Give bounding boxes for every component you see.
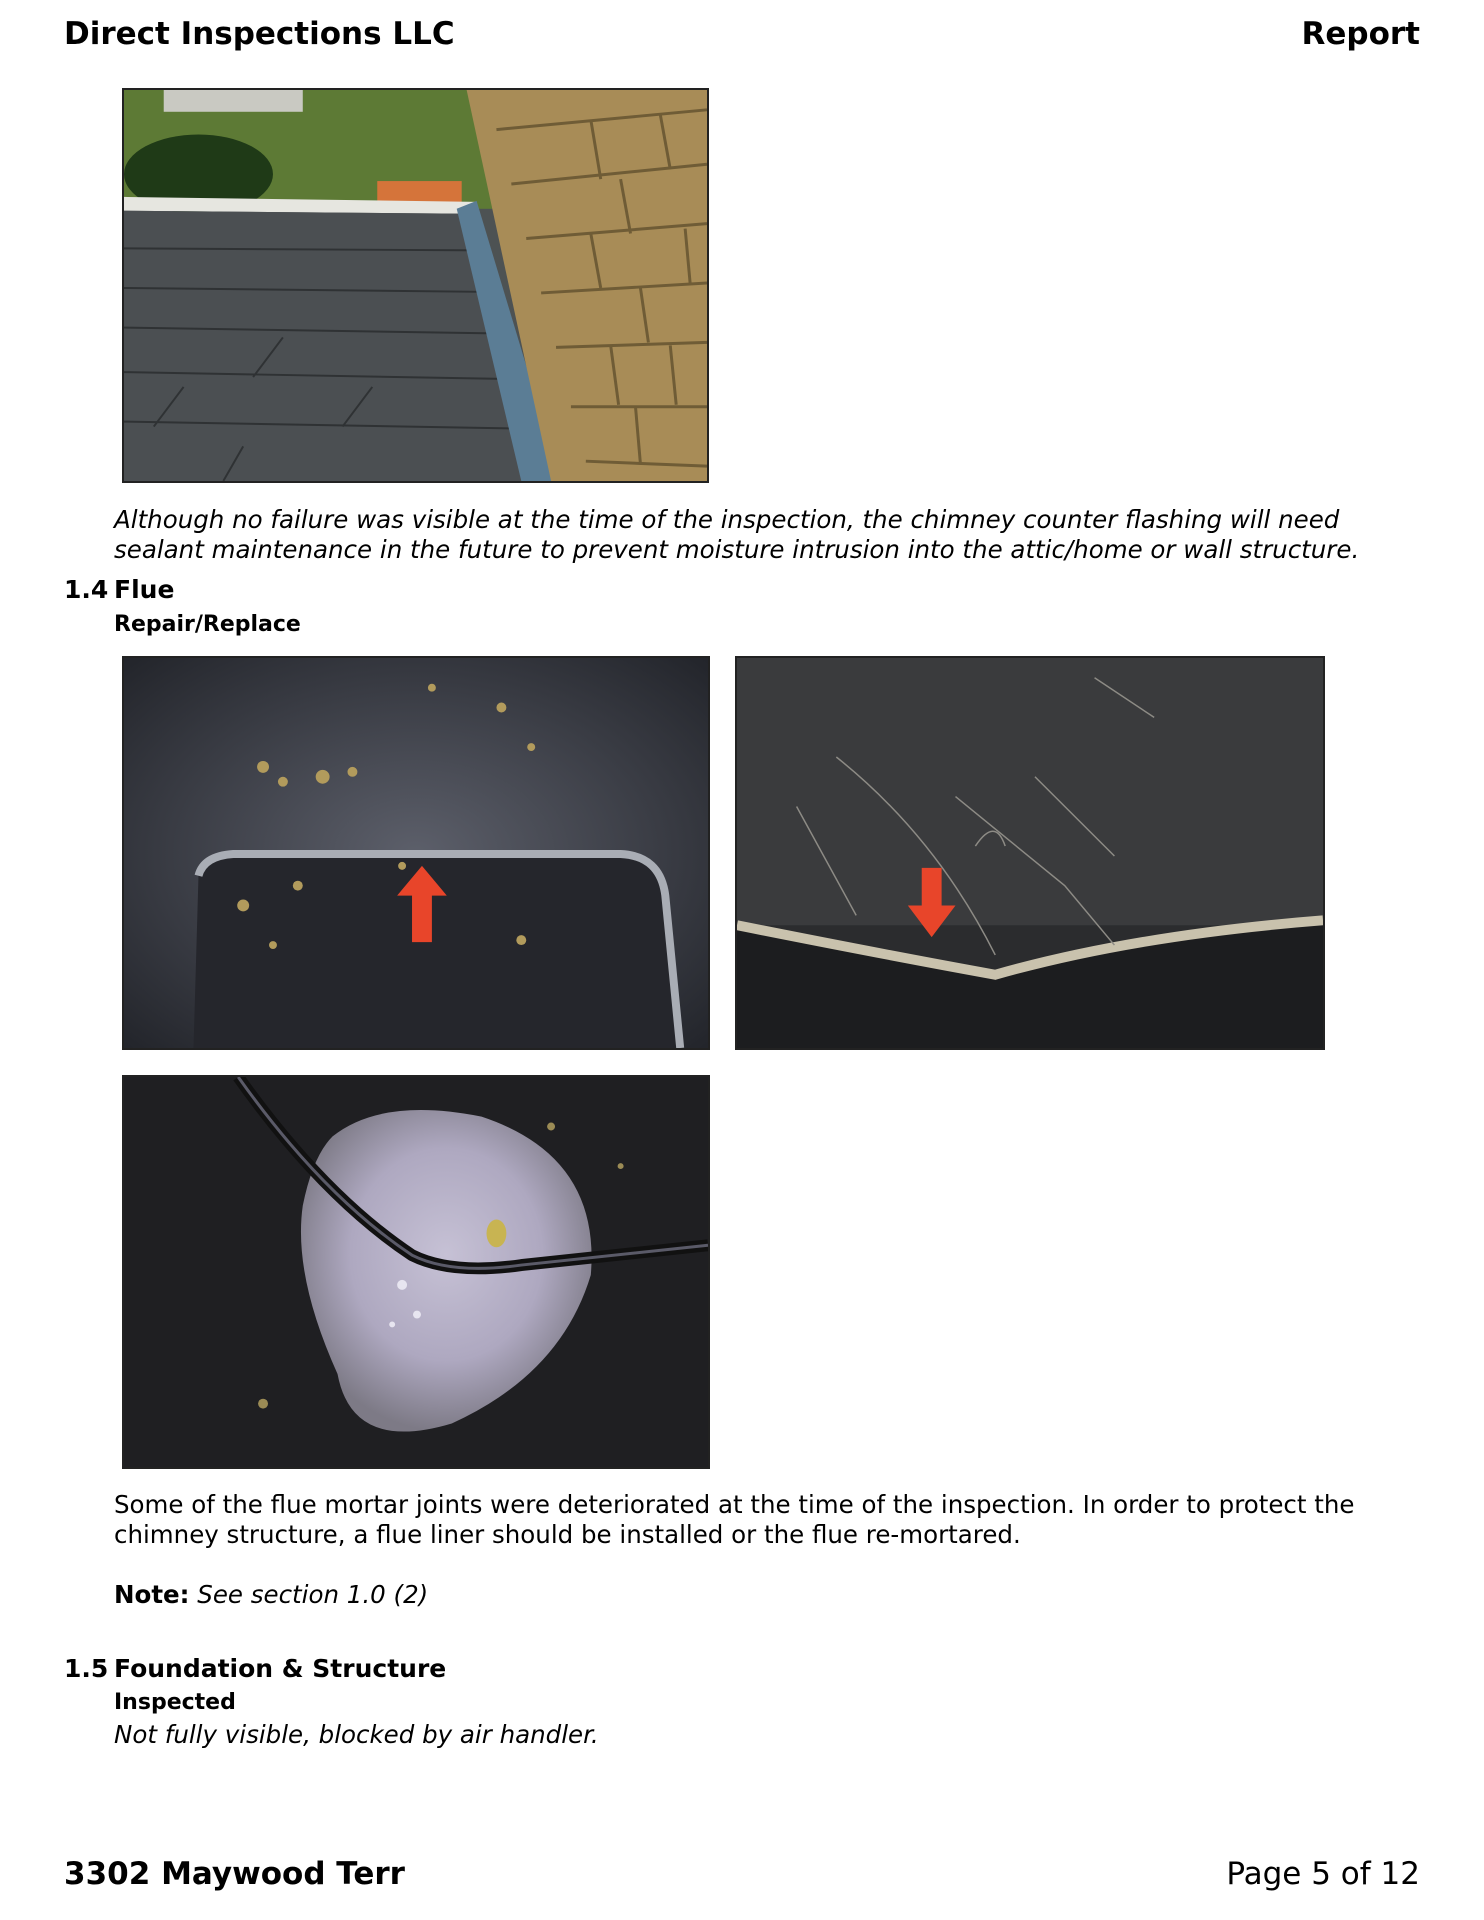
section-heading-foundation bbox=[64, 1654, 446, 1683]
flue-note bbox=[114, 1580, 1394, 1610]
section-title: Flue bbox=[114, 575, 175, 604]
property-address: 3302 Maywood Terr bbox=[64, 1856, 405, 1892]
flue-comment: Some of the flue mortar joints were deteriorated at the time of the inspection. In order to protect the chimney structure, a flue liner should be installed or the flue re-mortared. bbox=[114, 1490, 1355, 1549]
section-heading-flue bbox=[64, 575, 174, 604]
note-label: Note: bbox=[114, 1580, 190, 1609]
foundation-rating: Inspected bbox=[114, 1690, 236, 1715]
foundation-comment: Not fully visible, blocked by air handler. bbox=[114, 1720, 599, 1749]
flue-rating: Repair/Replace bbox=[114, 612, 301, 637]
section-title: Foundation & Structure bbox=[114, 1654, 447, 1683]
chimney-flashing-photo bbox=[122, 88, 709, 483]
chimney-flashing-comment: Although no failure was visible at the time of the inspection, the chimney counter flashing will need sealant maintenance in the future to prevent moisture intrusion into the attic/home or wall structure. bbox=[114, 505, 1360, 564]
flue-joint-photo-arrow-down bbox=[735, 656, 1325, 1050]
page-number: Page 5 of 12 bbox=[1226, 1856, 1420, 1892]
company-name: Direct Inspections LLC bbox=[64, 16, 455, 52]
flue-crack-flashlight-photo bbox=[122, 1075, 710, 1469]
note-text: See section 1.0 (2) bbox=[197, 1580, 429, 1609]
section-number: 1.5 bbox=[64, 1654, 109, 1683]
flue-joint-photo-arrow-up bbox=[122, 656, 710, 1050]
report-label: Report bbox=[1301, 16, 1420, 52]
section-number: 1.4 bbox=[64, 575, 109, 604]
